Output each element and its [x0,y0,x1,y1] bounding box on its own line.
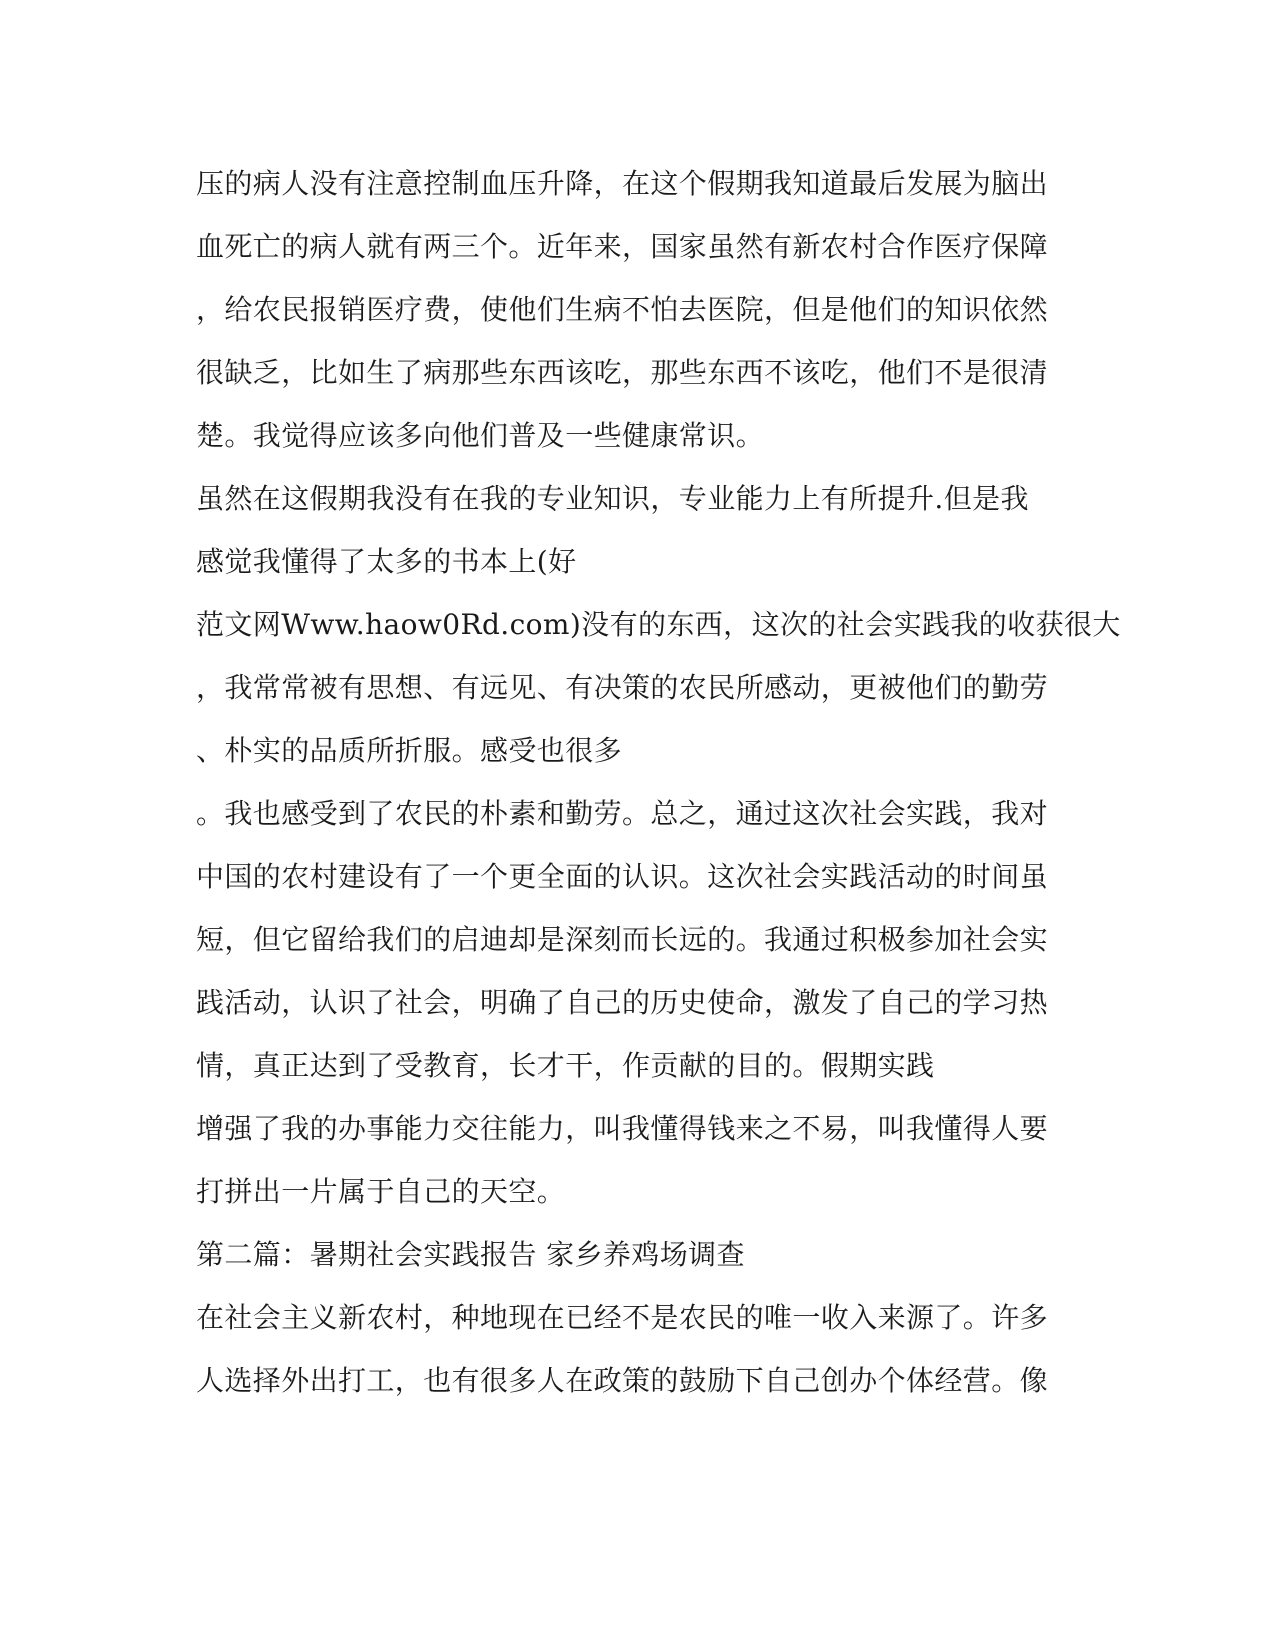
text-line: 增强了我的办事能力交往能力，叫我懂得钱来之不易，叫我懂得人要 [196,1112,1049,1145]
text-line: ，给农民报销医疗费，使他们生病不怕去医院，但是他们的知识依然 [196,293,1049,326]
text-line: 。我也感受到了农民的朴素和勤劳。总之，通过这次社会实践，我对 [196,797,1049,830]
text-line: 虽然在这假期我没有在我的专业知识，专业能力上有所提升.但是我 [196,482,1029,515]
text-line: 践活动，认识了社会，明确了自己的历史使命，激发了自己的学习热 [196,986,1049,1019]
document-body [196,152,1121,1412]
text-line: 情，真正达到了受教育，长才干，作贡献的目的。假期实践 [196,1049,935,1082]
text-line: 中国的农村建设有了一个更全面的认识。这次社会实践活动的时间虽 [196,860,1049,893]
text-line: ，我常常被有思想、有远见、有决策的农民所感动，更被他们的勤劳 [196,671,1049,704]
text-line: 血死亡的病人就有两三个。近年来，国家虽然有新农村合作医疗保障 [196,230,1049,263]
text-line: 短，但它留给我们的启迪却是深刻而长远的。我通过积极参加社会实 [196,923,1049,956]
text-line: 人选择外出打工，也有很多人在政策的鼓励下自己创办个体经营。像 [196,1364,1049,1397]
text-line: 楚。我觉得应该多向他们普及一些健康常识。 [196,419,765,452]
text-line: 打拼出一片属于自己的天空。 [196,1175,566,1208]
section-heading: 第二篇：暑期社会实践报告 家乡养鸡场调查 [196,1238,745,1271]
text-line: 、朴实的品质所折服。感受也很多 [196,734,623,767]
text-line: 感觉我懂得了太多的书本上(好 [196,545,577,578]
text-line: 在社会主义新农村，种地现在已经不是农民的唯一收入来源了。许多 [196,1301,1049,1334]
text-line: 范文网Www.haow0Rd.com)没有的东西，这次的社会实践我的收获很大 [196,608,1121,641]
text-line: 很缺乏，比如生了病那些东西该吃，那些东西不该吃，他们不是很清 [196,356,1049,389]
text-line: 压的病人没有注意控制血压升降，在这个假期我知道最后发展为脑出 [196,167,1049,200]
